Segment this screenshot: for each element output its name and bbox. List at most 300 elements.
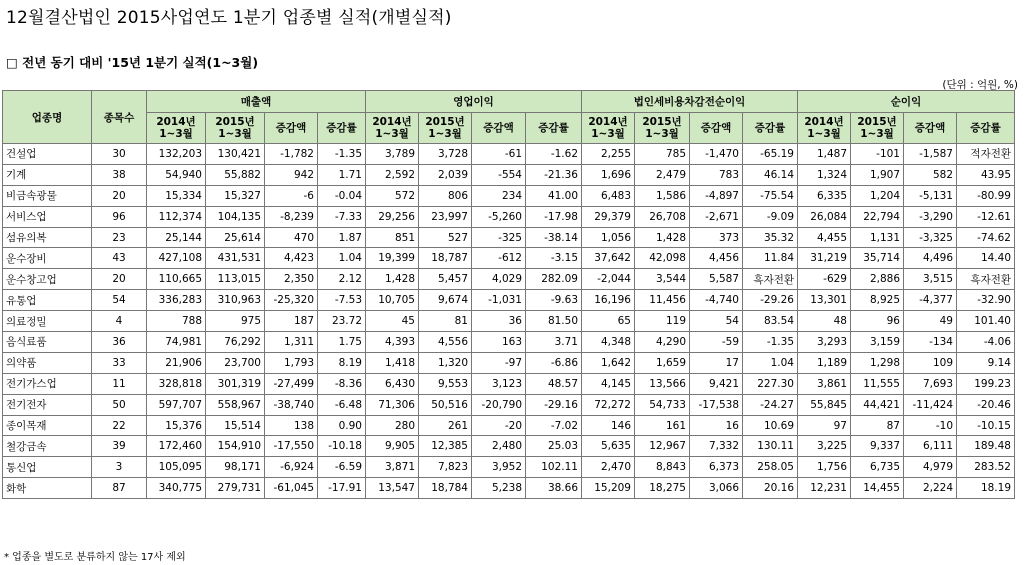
industry-cell: 서비스업 <box>3 206 92 227</box>
value-cell: -1,782 <box>265 144 318 165</box>
value-cell: 1,189 <box>798 352 851 373</box>
value-cell: 11,555 <box>851 373 904 394</box>
value-cell: 102.11 <box>526 457 582 478</box>
value-cell: -1,587 <box>904 144 957 165</box>
value-cell: 234 <box>472 185 526 206</box>
value-cell: 101.40 <box>957 311 1015 332</box>
value-cell: -25,320 <box>265 290 318 311</box>
value-cell: -6,924 <box>265 457 318 478</box>
value-cell: 1,131 <box>851 227 904 248</box>
value-cell: -9.63 <box>526 290 582 311</box>
value-cell: 1.87 <box>318 227 366 248</box>
value-cell: 6,111 <box>904 436 957 457</box>
value-cell: 2,255 <box>582 144 635 165</box>
industry-cell: 음식료품 <box>3 332 92 353</box>
value-cell: 1,298 <box>851 352 904 373</box>
header-group-operating-profit: 영업이익 <box>366 91 582 113</box>
value-cell: 10,705 <box>366 290 419 311</box>
value-cell: 119 <box>635 311 690 332</box>
count-cell: 11 <box>92 373 147 394</box>
value-cell: -27,499 <box>265 373 318 394</box>
value-cell: -1,031 <box>472 290 526 311</box>
subheader-cell: 증감률 <box>526 113 582 144</box>
value-cell: 3,789 <box>366 144 419 165</box>
value-cell: 189.48 <box>957 436 1015 457</box>
value-cell: -101 <box>851 144 904 165</box>
table-row <box>3 144 1015 165</box>
industry-cell: 유통업 <box>3 290 92 311</box>
value-cell: 흑자전환 <box>957 269 1015 290</box>
subheader-cell: 증감률 <box>957 113 1015 144</box>
value-cell: 558,967 <box>206 394 265 415</box>
value-cell: 54,940 <box>147 164 206 185</box>
value-cell: 1.71 <box>318 164 366 185</box>
value-cell: 1,756 <box>798 457 851 478</box>
subheader-cell: 증감액 <box>472 113 526 144</box>
value-cell: 14,455 <box>851 478 904 499</box>
table-row <box>3 478 1015 499</box>
count-cell: 3 <box>92 457 147 478</box>
value-cell: 37,642 <box>582 248 635 269</box>
value-cell: 4,029 <box>472 269 526 290</box>
value-cell: 1,907 <box>851 164 904 185</box>
value-cell: -7.02 <box>526 415 582 436</box>
value-cell: -21.36 <box>526 164 582 185</box>
industry-cell: 철강금속 <box>3 436 92 457</box>
value-cell: 373 <box>690 227 743 248</box>
value-cell: 3,544 <box>635 269 690 290</box>
count-cell: 54 <box>92 290 147 311</box>
count-cell: 23 <box>92 227 147 248</box>
value-cell: -10.18 <box>318 436 366 457</box>
value-cell: 23,700 <box>206 352 265 373</box>
value-cell: 16 <box>690 415 743 436</box>
value-cell: -134 <box>904 332 957 353</box>
value-cell: 4,456 <box>690 248 743 269</box>
value-cell: 2,480 <box>472 436 526 457</box>
header-industry: 업종명 <box>3 91 92 144</box>
footnote: * 업종을 별도로 분류하지 않는 17사 제외 <box>4 552 186 563</box>
value-cell: 6,373 <box>690 457 743 478</box>
value-cell: 2,039 <box>419 164 472 185</box>
value-cell: 3,515 <box>904 269 957 290</box>
industry-cell: 통신업 <box>3 457 92 478</box>
value-cell: 31,219 <box>798 248 851 269</box>
value-cell: 3,123 <box>472 373 526 394</box>
value-cell: 3,225 <box>798 436 851 457</box>
industry-cell: 비금속광물 <box>3 185 92 206</box>
value-cell: -17,550 <box>265 436 318 457</box>
value-cell: 4,290 <box>635 332 690 353</box>
subheader-cell: 2014년 1~3월 <box>582 113 635 144</box>
value-cell: -6.59 <box>318 457 366 478</box>
value-cell: -61,045 <box>265 478 318 499</box>
value-cell: 36 <box>472 311 526 332</box>
industry-cell: 건설업 <box>3 144 92 165</box>
value-cell: 15,376 <box>147 415 206 436</box>
value-cell: 35.32 <box>743 227 798 248</box>
value-cell: 9.14 <box>957 352 1015 373</box>
count-cell: 4 <box>92 311 147 332</box>
value-cell: 54,733 <box>635 394 690 415</box>
value-cell: 3,871 <box>366 457 419 478</box>
value-cell: 470 <box>265 227 318 248</box>
value-cell: 6,430 <box>366 373 419 394</box>
value-cell: 12,967 <box>635 436 690 457</box>
value-cell: -61 <box>472 144 526 165</box>
industry-cell: 운수장비 <box>3 248 92 269</box>
value-cell: 5,238 <box>472 478 526 499</box>
value-cell: -11,424 <box>904 394 957 415</box>
value-cell: 942 <box>265 164 318 185</box>
value-cell: 19,399 <box>366 248 419 269</box>
subheader-cell: 2014년 1~3월 <box>366 113 419 144</box>
table-row <box>3 227 1015 248</box>
value-cell: -4,377 <box>904 290 957 311</box>
value-cell: 87 <box>851 415 904 436</box>
value-cell: 16,196 <box>582 290 635 311</box>
industry-cell: 운수창고업 <box>3 269 92 290</box>
table-row <box>3 457 1015 478</box>
subheader-cell: 2015년 1~3월 <box>206 113 265 144</box>
value-cell: 81.50 <box>526 311 582 332</box>
industry-cell: 의약품 <box>3 352 92 373</box>
value-cell: 112,374 <box>147 206 206 227</box>
value-cell: 310,963 <box>206 290 265 311</box>
subheader-cell: 2014년 1~3월 <box>798 113 851 144</box>
value-cell: 4,423 <box>265 248 318 269</box>
value-cell: -80.99 <box>957 185 1015 206</box>
value-cell: -20,790 <box>472 394 526 415</box>
count-cell: 43 <box>92 248 147 269</box>
value-cell: -5,131 <box>904 185 957 206</box>
value-cell: 18,787 <box>419 248 472 269</box>
value-cell: 13,547 <box>366 478 419 499</box>
value-cell: 55,845 <box>798 394 851 415</box>
value-cell: 1.75 <box>318 332 366 353</box>
value-cell: -629 <box>798 269 851 290</box>
value-cell: -10.15 <box>957 415 1015 436</box>
value-cell: 4,348 <box>582 332 635 353</box>
count-cell: 30 <box>92 144 147 165</box>
value-cell: 2,886 <box>851 269 904 290</box>
value-cell: 9,553 <box>419 373 472 394</box>
value-cell: -1,470 <box>690 144 743 165</box>
value-cell: 283.52 <box>957 457 1015 478</box>
header-group-pretax-profit: 법인세비용차감전순이익 <box>582 91 798 113</box>
value-cell: 4,455 <box>798 227 851 248</box>
value-cell: 282.09 <box>526 269 582 290</box>
value-cell: -20.46 <box>957 394 1015 415</box>
value-cell: 146 <box>582 415 635 436</box>
value-cell: 9,337 <box>851 436 904 457</box>
value-cell: 21,906 <box>147 352 206 373</box>
value-cell: 3.71 <box>526 332 582 353</box>
value-cell: 1,418 <box>366 352 419 373</box>
table-row <box>3 436 1015 457</box>
value-cell: -0.04 <box>318 185 366 206</box>
value-cell: -38,740 <box>265 394 318 415</box>
table-row <box>3 332 1015 353</box>
value-cell: 104,135 <box>206 206 265 227</box>
value-cell: 76,292 <box>206 332 265 353</box>
table-body <box>3 144 1015 499</box>
value-cell: 138 <box>265 415 318 436</box>
value-cell: -8,239 <box>265 206 318 227</box>
value-cell: 1,642 <box>582 352 635 373</box>
value-cell: 261 <box>419 415 472 436</box>
value-cell: 12,385 <box>419 436 472 457</box>
value-cell: 2,350 <box>265 269 318 290</box>
table-row <box>3 352 1015 373</box>
value-cell: 74,981 <box>147 332 206 353</box>
value-cell: 4,979 <box>904 457 957 478</box>
value-cell: -7.33 <box>318 206 366 227</box>
subheader-cell: 증감률 <box>743 113 798 144</box>
results-table <box>2 90 1015 499</box>
industry-cell: 종이목재 <box>3 415 92 436</box>
value-cell: 81 <box>419 311 472 332</box>
count-cell: 50 <box>92 394 147 415</box>
value-cell: 15,514 <box>206 415 265 436</box>
count-cell: 33 <box>92 352 147 373</box>
value-cell: 258.05 <box>743 457 798 478</box>
value-cell: 7,693 <box>904 373 957 394</box>
value-cell: 3,728 <box>419 144 472 165</box>
value-cell: -554 <box>472 164 526 185</box>
value-cell: 1,428 <box>366 269 419 290</box>
value-cell: 15,334 <box>147 185 206 206</box>
value-cell: 1.04 <box>743 352 798 373</box>
subheader-cell: 2015년 1~3월 <box>635 113 690 144</box>
value-cell: 5,587 <box>690 269 743 290</box>
value-cell: -10 <box>904 415 957 436</box>
count-cell: 39 <box>92 436 147 457</box>
value-cell: 427,108 <box>147 248 206 269</box>
value-cell: -4.06 <box>957 332 1015 353</box>
value-cell: -2,044 <box>582 269 635 290</box>
value-cell: 1,586 <box>635 185 690 206</box>
value-cell: 48.57 <box>526 373 582 394</box>
value-cell: -97 <box>472 352 526 373</box>
value-cell: -17,538 <box>690 394 743 415</box>
value-cell: 130,421 <box>206 144 265 165</box>
subheader-cell: 증감액 <box>904 113 957 144</box>
value-cell: -24.27 <box>743 394 798 415</box>
value-cell: 788 <box>147 311 206 332</box>
industry-cell: 의료정밀 <box>3 311 92 332</box>
value-cell: 582 <box>904 164 957 185</box>
value-cell: 597,707 <box>147 394 206 415</box>
table-row <box>3 164 1015 185</box>
value-cell: 25.03 <box>526 436 582 457</box>
subheader-row <box>3 113 1015 144</box>
value-cell: 65 <box>582 311 635 332</box>
value-cell: 35,714 <box>851 248 904 269</box>
value-cell: 8.19 <box>318 352 366 373</box>
value-cell: 187 <box>265 311 318 332</box>
value-cell: -8.36 <box>318 373 366 394</box>
subheader-cell: 증감률 <box>318 113 366 144</box>
value-cell: 41.00 <box>526 185 582 206</box>
value-cell: 18,784 <box>419 478 472 499</box>
value-cell: -6 <box>265 185 318 206</box>
value-cell: 50,516 <box>419 394 472 415</box>
value-cell: 1,324 <box>798 164 851 185</box>
value-cell: 2,592 <box>366 164 419 185</box>
value-cell: 1,204 <box>851 185 904 206</box>
value-cell: -20 <box>472 415 526 436</box>
value-cell: 130.11 <box>743 436 798 457</box>
value-cell: 1,311 <box>265 332 318 353</box>
value-cell: 8,925 <box>851 290 904 311</box>
value-cell: 6,735 <box>851 457 904 478</box>
value-cell: 109 <box>904 352 957 373</box>
value-cell: 3,861 <box>798 373 851 394</box>
value-cell: 8,843 <box>635 457 690 478</box>
header-group-net-profit: 순이익 <box>798 91 1015 113</box>
value-cell: 301,319 <box>206 373 265 394</box>
value-cell: 26,708 <box>635 206 690 227</box>
value-cell: -74.62 <box>957 227 1015 248</box>
value-cell: 336,283 <box>147 290 206 311</box>
header-count: 종목수 <box>92 91 147 144</box>
table-row <box>3 248 1015 269</box>
value-cell: -325 <box>472 227 526 248</box>
value-cell: 20.16 <box>743 478 798 499</box>
table-row <box>3 185 1015 206</box>
count-cell: 20 <box>92 269 147 290</box>
value-cell: 3,293 <box>798 332 851 353</box>
value-cell: -612 <box>472 248 526 269</box>
value-cell: -1.35 <box>318 144 366 165</box>
value-cell: 1,696 <box>582 164 635 185</box>
value-cell: 783 <box>690 164 743 185</box>
value-cell: 227.30 <box>743 373 798 394</box>
value-cell: 18,275 <box>635 478 690 499</box>
value-cell: 13,566 <box>635 373 690 394</box>
value-cell: 적자전환 <box>957 144 1015 165</box>
value-cell: -9.09 <box>743 206 798 227</box>
value-cell: 48 <box>798 311 851 332</box>
industry-cell: 전기전자 <box>3 394 92 415</box>
value-cell: 10.69 <box>743 415 798 436</box>
value-cell: 9,421 <box>690 373 743 394</box>
value-cell: 280 <box>366 415 419 436</box>
value-cell: 1,793 <box>265 352 318 373</box>
table-row <box>3 311 1015 332</box>
value-cell: 4,556 <box>419 332 472 353</box>
value-cell: 72,272 <box>582 394 635 415</box>
value-cell: -59 <box>690 332 743 353</box>
value-cell: 42,098 <box>635 248 690 269</box>
table-row <box>3 373 1015 394</box>
value-cell: 527 <box>419 227 472 248</box>
value-cell: -4,740 <box>690 290 743 311</box>
value-cell: 71,306 <box>366 394 419 415</box>
value-cell: 29,379 <box>582 206 635 227</box>
value-cell: 328,818 <box>147 373 206 394</box>
value-cell: 7,823 <box>419 457 472 478</box>
value-cell: 572 <box>366 185 419 206</box>
value-cell: 154,910 <box>206 436 265 457</box>
value-cell: 3,066 <box>690 478 743 499</box>
value-cell: 11.84 <box>743 248 798 269</box>
value-cell: 105,095 <box>147 457 206 478</box>
value-cell: 1,428 <box>635 227 690 248</box>
value-cell: 14.40 <box>957 248 1015 269</box>
value-cell: 113,015 <box>206 269 265 290</box>
value-cell: -65.19 <box>743 144 798 165</box>
value-cell: -1.35 <box>743 332 798 353</box>
value-cell: 110,665 <box>147 269 206 290</box>
value-cell: -38.14 <box>526 227 582 248</box>
value-cell: 15,327 <box>206 185 265 206</box>
value-cell: 4,145 <box>582 373 635 394</box>
value-cell: 26,084 <box>798 206 851 227</box>
table-row <box>3 290 1015 311</box>
industry-cell: 전기가스업 <box>3 373 92 394</box>
count-cell: 22 <box>92 415 147 436</box>
value-cell: 6,483 <box>582 185 635 206</box>
value-cell: 12,231 <box>798 478 851 499</box>
subheader-cell: 증감액 <box>265 113 318 144</box>
value-cell: 17 <box>690 352 743 373</box>
value-cell: -6.48 <box>318 394 366 415</box>
value-cell: 2,224 <box>904 478 957 499</box>
value-cell: 6,335 <box>798 185 851 206</box>
value-cell: 25,614 <box>206 227 265 248</box>
value-cell: 340,775 <box>147 478 206 499</box>
value-cell: 3,952 <box>472 457 526 478</box>
value-cell: 5,635 <box>582 436 635 457</box>
value-cell: 23.72 <box>318 311 366 332</box>
value-cell: -4,897 <box>690 185 743 206</box>
value-cell: 163 <box>472 332 526 353</box>
value-cell: -2,671 <box>690 206 743 227</box>
value-cell: 46.14 <box>743 164 798 185</box>
subheader-cell: 2015년 1~3월 <box>851 113 904 144</box>
value-cell: 13,301 <box>798 290 851 311</box>
value-cell: 38.66 <box>526 478 582 499</box>
value-cell: 1,320 <box>419 352 472 373</box>
value-cell: 25,144 <box>147 227 206 248</box>
value-cell: 흑자전환 <box>743 269 798 290</box>
value-cell: 0.90 <box>318 415 366 436</box>
value-cell: 49 <box>904 311 957 332</box>
value-cell: 806 <box>419 185 472 206</box>
subheader-cell: 2015년 1~3월 <box>419 113 472 144</box>
value-cell: 9,905 <box>366 436 419 457</box>
value-cell: 279,731 <box>206 478 265 499</box>
value-cell: 1.04 <box>318 248 366 269</box>
value-cell: 1,056 <box>582 227 635 248</box>
value-cell: -7.53 <box>318 290 366 311</box>
value-cell: 29,256 <box>366 206 419 227</box>
value-cell: 15,209 <box>582 478 635 499</box>
value-cell: 851 <box>366 227 419 248</box>
section-subtitle: □ 전년 동기 대비 '15년 1분기 실적(1~3월) <box>6 55 259 70</box>
value-cell: 5,457 <box>419 269 472 290</box>
value-cell: 11,456 <box>635 290 690 311</box>
table-row <box>3 394 1015 415</box>
value-cell: -12.61 <box>957 206 1015 227</box>
count-cell: 96 <box>92 206 147 227</box>
value-cell: 9,674 <box>419 290 472 311</box>
count-cell: 36 <box>92 332 147 353</box>
header-group-sales: 매출액 <box>147 91 366 113</box>
value-cell: 1,659 <box>635 352 690 373</box>
